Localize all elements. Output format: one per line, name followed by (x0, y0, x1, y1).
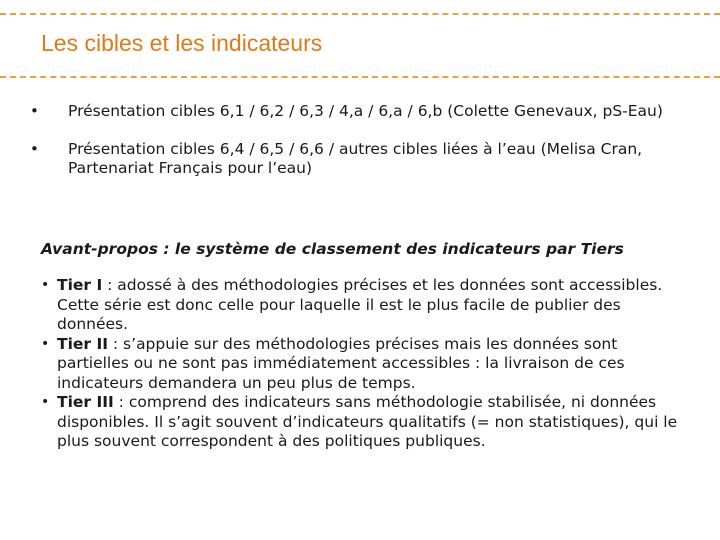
tier-item-3 (41, 393, 686, 452)
slide-title: Les cibles et les indicateurs (41, 30, 323, 56)
bullet-icon: • (30, 140, 39, 158)
tier-item-2 (41, 335, 686, 394)
foreword-heading: Avant-propos : le système de classement des indicateurs par Tiers (41, 240, 624, 258)
intro-item-1 (30, 102, 670, 121)
bullet-icon: • (41, 335, 50, 352)
bullet-icon: • (41, 277, 50, 293)
tier-name: Tier III (57, 393, 114, 411)
tier-name: Tier I (57, 276, 103, 294)
intro-item-text: Présentation cibles 6,1 / 6,2 / 6,3 / 4,a / 6,a / 6,b (Colette Genevaux, pS-Eau) (68, 102, 663, 120)
header-top-rule (0, 13, 720, 15)
tier-description: : s’appuie sur des méthodologies précises mais les données sont partielles ou ne sont pas immédiatement accessibles : la livraison de ces indicateurs demandera un peu plus de temps. (57, 334, 625, 392)
tier-description: : comprend des indicateurs sans méthodologie stabilisée, ni données disponibles. Il s’agit souvent d’indicateurs qualitatifs (= non statistiques), qui le plus souvent correspondent à des politiques publiques. (57, 393, 678, 450)
tier-description: : adossé à des méthodologies précises et les données sont accessibles. Cette série est donc celle pour laquelle il est le plus facile de publier des données. (57, 276, 663, 333)
header-bottom-rule (0, 76, 720, 78)
tier-list (41, 276, 686, 452)
intro-item-text: Présentation cibles 6,4 / 6,5 / 6,6 / autres cibles liées à l’eau (Melisa Cran, Partenariat Français pour l’eau) (68, 140, 643, 177)
tier-name: Tier II (57, 334, 108, 353)
bullet-icon: • (30, 102, 39, 120)
intro-list (30, 102, 670, 178)
tier-item-1 (41, 276, 686, 335)
bullet-icon: • (41, 394, 50, 410)
intro-item-2 (30, 140, 670, 178)
